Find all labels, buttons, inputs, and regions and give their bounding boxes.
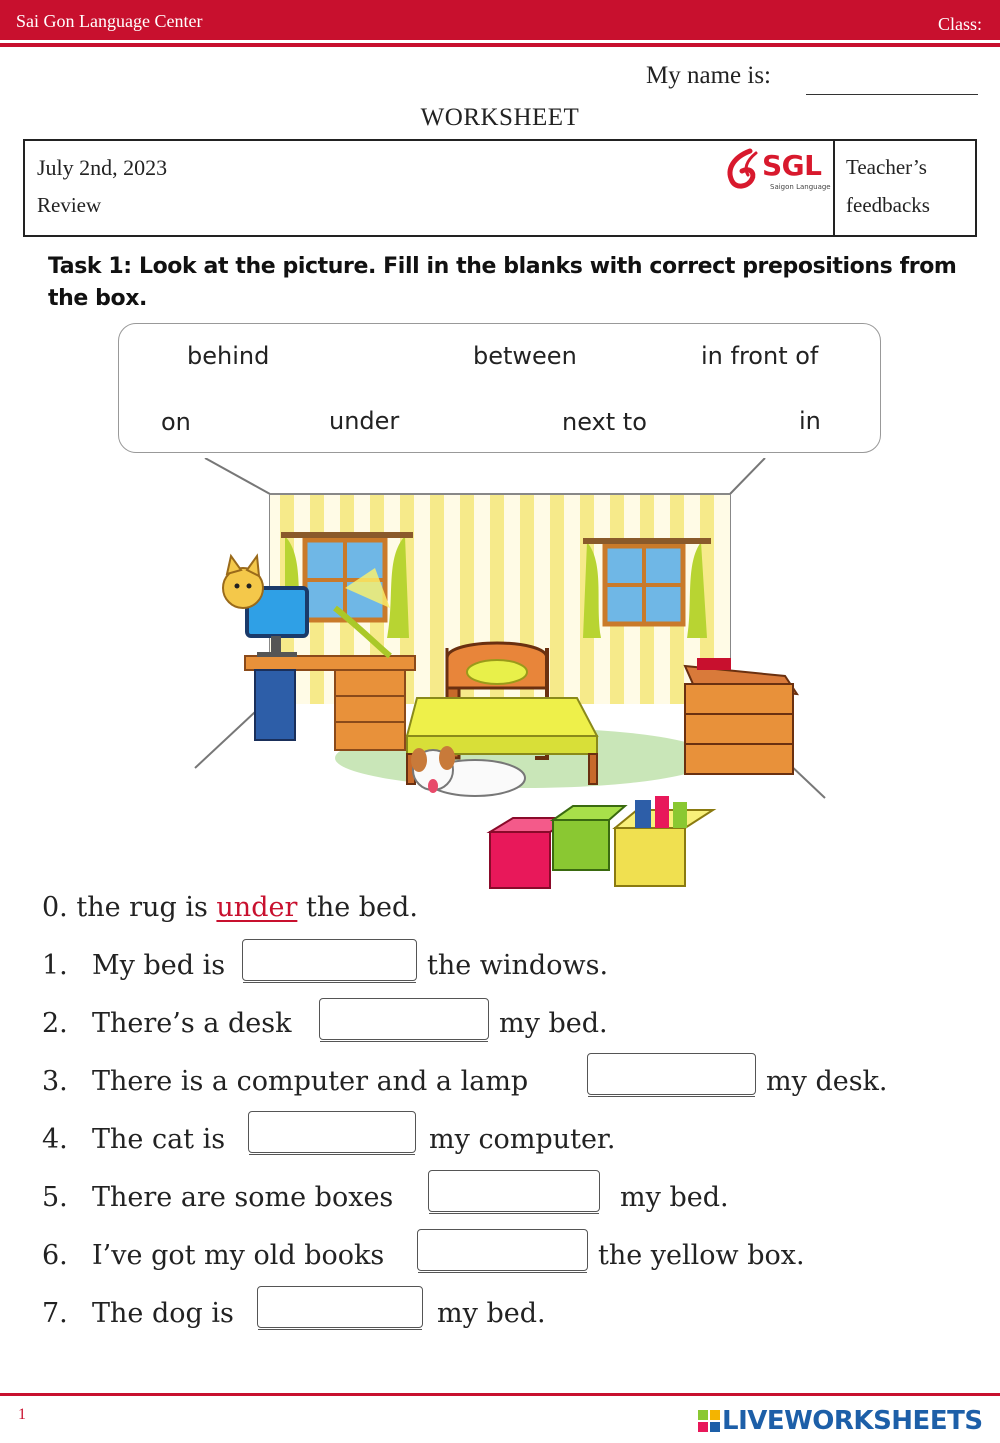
question-text-before: The cat is	[92, 1124, 226, 1155]
worksheet-date: July 2nd, 2023	[37, 155, 168, 180]
feedback-label-line1: Teacher’s	[846, 155, 927, 179]
center-name: Sai Gon Language Center	[16, 11, 203, 31]
word-between: between	[473, 342, 577, 370]
liveworksheets-grid-icon	[698, 1410, 720, 1434]
sgl-swoosh-icon	[722, 147, 764, 193]
question-text-after: my bed.	[499, 1008, 608, 1039]
answer-blank-7[interactable]	[257, 1286, 423, 1328]
answer-blank-1[interactable]	[242, 939, 417, 981]
question-number: 6.	[42, 1240, 68, 1271]
word-next-to: next to	[562, 408, 647, 436]
header-rule	[0, 43, 1000, 47]
question-number: 1.	[42, 950, 68, 981]
question-text-after: my bed.	[620, 1182, 729, 1213]
feedback-label-line2: feedbacks	[846, 193, 930, 217]
question-2	[42, 1008, 291, 1039]
question-text-before: There is a computer and a lamp	[92, 1066, 529, 1097]
question-text-before: There’s a desk	[92, 1008, 292, 1039]
question-number: 5.	[42, 1182, 68, 1213]
my-name-label: My name is:	[646, 62, 771, 89]
question-text-after: the yellow box.	[598, 1240, 805, 1271]
question-4	[42, 1124, 225, 1155]
info-divider	[833, 141, 835, 235]
sgl-logo	[722, 147, 832, 197]
word-in: in	[799, 407, 821, 435]
question-number: 2.	[42, 1008, 68, 1039]
header-band	[0, 0, 1000, 40]
example-answer: under	[216, 892, 298, 923]
question-number: 4.	[42, 1124, 68, 1155]
worksheet-title: WORKSHEET	[420, 104, 580, 131]
question-7	[42, 1298, 234, 1329]
example-number: 0.	[42, 892, 68, 923]
question-text-after: my computer.	[429, 1124, 616, 1155]
word-in-front-of: in front of	[701, 342, 819, 370]
question-text-before: There are some boxes	[92, 1182, 394, 1213]
footer-rule	[0, 1393, 1000, 1396]
question-1	[42, 950, 225, 981]
class-label: Class:	[937, 14, 982, 34]
answer-blank-2[interactable]	[319, 998, 489, 1040]
question-text-after: my desk.	[766, 1066, 888, 1097]
logo-text: SGL	[762, 149, 822, 182]
question-number: 7.	[42, 1298, 68, 1329]
my-name-line	[806, 94, 978, 95]
question-text-before: I’ve got my old books	[92, 1240, 385, 1271]
answer-blank-6[interactable]	[417, 1229, 588, 1271]
example-before: the rug is	[76, 892, 208, 923]
question-text-after: my bed.	[437, 1298, 546, 1329]
logo-subtext: Saigon Language	[770, 183, 831, 191]
liveworksheets-logo	[698, 1406, 994, 1440]
example-sentence	[42, 892, 418, 923]
liveworksheets-brand: LIVEWORKSHEETS	[722, 1406, 983, 1436]
question-6	[42, 1240, 384, 1271]
question-5	[42, 1182, 393, 1213]
question-3	[42, 1066, 528, 1097]
word-box	[118, 323, 881, 453]
question-text-before: My bed is	[92, 950, 226, 981]
answer-blank-5[interactable]	[428, 1170, 600, 1212]
word-under: under	[329, 407, 400, 435]
question-text-after: the windows.	[427, 950, 609, 981]
answer-blank-4[interactable]	[248, 1111, 416, 1153]
worksheet-topic: Review	[37, 193, 102, 217]
page-number: 1	[18, 1406, 26, 1423]
info-box	[23, 139, 977, 237]
example-after: the bed.	[305, 892, 418, 923]
answer-blank-3[interactable]	[587, 1053, 756, 1095]
bedroom-illustration	[185, 458, 865, 898]
question-text-before: The dog is	[92, 1298, 234, 1329]
word-behind: behind	[187, 342, 270, 370]
word-on: on	[161, 408, 191, 436]
task-instruction: Task 1: Look at the picture. Fill in the blanks with correct prepositions from the box.	[48, 254, 957, 311]
question-number: 3.	[42, 1066, 68, 1097]
